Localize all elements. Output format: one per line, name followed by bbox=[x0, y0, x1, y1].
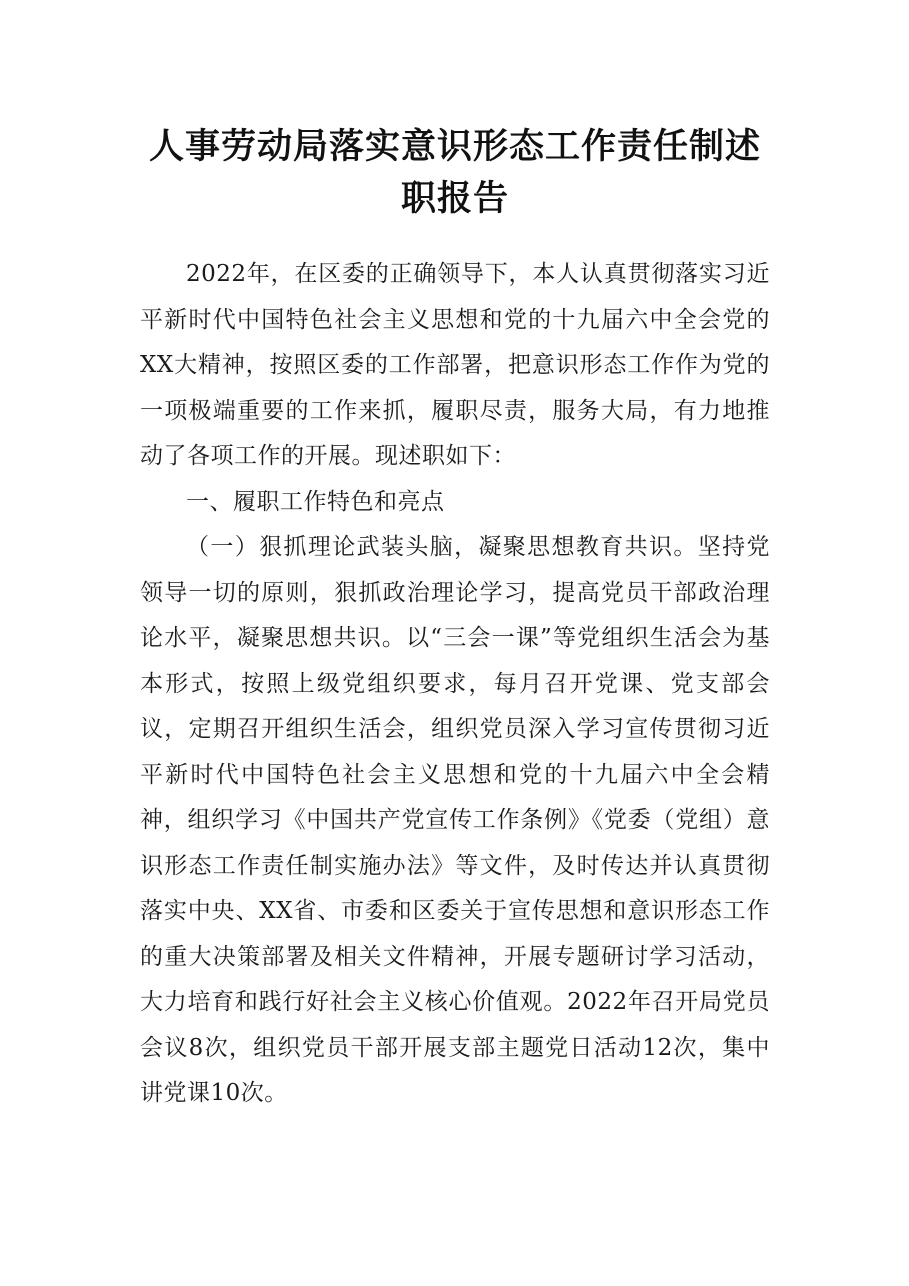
intro-paragraph: 2022年，在区委的正确领导下，本人认真贯彻落实习近平新时代中国特色社会主义思想和党的十九届六中全会党的XX大精神，按照区委的工作部署，把意识形态工作作为党的一项极端重要的工作来抓，履职尽责，服务大局，有力地推动了各项工作的开展。现述职如下： bbox=[140, 261, 770, 469]
section-heading: 一、履职工作特色和亮点 bbox=[186, 488, 445, 515]
body-paragraph: （一）狠抓理论武装头脑，凝聚思想教育共识。坚持党领导一切的原则，狠抓政治理论学习，提高党员干部政治理论水平，凝聚思想共识。以“三会一课”等党组织生活会为基本形式，按照上级党组织要求，每月召开党课、党支部会议，定期召开组织生活会，组织党员深入学习宣传贯彻习近平新时代中国特色社会主义思想和党的十九届六中全会精神，组织学习《中国共产党宣传工作条例》《党委（党组）意识形态工作责任制实施办法》等文件，及时传达并认真贯彻落实中央、XX省、市委和区委关于宣传思想和意识形态工作的重大决策部署及相关文件精神，开展专题研讨学习活动，大力培育和践行好社会主义核心价值观。2022年召开局党员会议8次，组织党员干部开展支部主题党日活动12次，集中讲党课10次。 bbox=[140, 534, 770, 1106]
document-body bbox=[140, 252, 770, 1117]
document-title: 人事劳动局落实意识形态工作责任制述职报告 bbox=[148, 126, 761, 219]
